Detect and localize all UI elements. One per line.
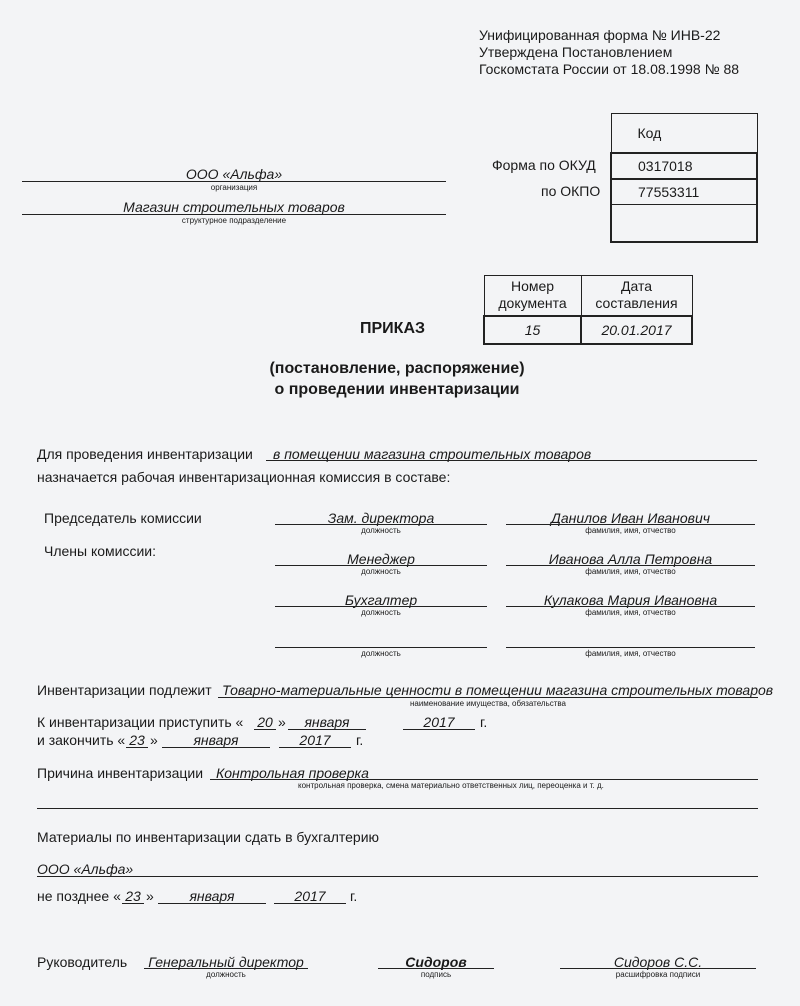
member1-position-caption: должность [361,567,401,576]
commission-line: назначается рабочая инвентаризационная комиссия в составе: [37,469,451,485]
subject-value: Товарно-материальные ценности в помещении магазина строительных товаров [222,682,774,698]
reason-caption: контрольная проверка, смена материально ответственных лиц, переоценка и т. д. [298,781,604,790]
okud-value: 0317018 [611,153,757,179]
okpo-label: по ОКПО [541,183,601,199]
okud-label: Форма по ОКУД [492,157,596,173]
start-label: К инвентаризации приступить « [37,714,244,730]
form-header-line3: Госкомстата России от 18.08.1998 № 88 [479,61,740,77]
end-quote-close: » [150,732,158,748]
code-table [610,113,758,243]
member2-name-caption: фамилия, имя, отчество [585,608,676,617]
end-month: января [193,732,239,748]
chairman-name: Данилов Иван Иванович [550,510,711,526]
chairman-position-line [275,524,487,525]
dept-caption: структурное подразделение [181,216,287,225]
start-quote-close: » [278,714,286,730]
form-header [479,27,739,78]
reason-line2 [37,808,758,809]
doc-subtitle1: (постановление, распоряжение) [269,360,525,377]
chairman-name-line [506,524,755,525]
materials-line: Материалы по инвентаризации сдать в бухгалтерию [37,829,380,845]
start-year-line [403,729,475,730]
end-day-line [126,747,148,748]
dept-line [22,214,446,215]
chairman-position-caption: должность [361,526,401,535]
materials-org-line [37,876,758,877]
purpose-value: в помещении магазина строительных товаров [273,446,592,462]
doc-subtitle2: о проведении инвентаризации [274,381,520,398]
doc-subtitle [0,358,800,400]
head-position-caption: должность [206,970,246,979]
deadline-year-line [274,903,346,904]
deadline-month: января [189,888,235,904]
chairman-name-caption: фамилия, имя, отчество [585,526,676,535]
dept-name: Магазин строительных товаров [123,199,345,215]
reason-value: Контрольная проверка [216,765,369,781]
member3-position-caption: должность [361,649,401,658]
org-name: ООО «Альфа» [185,166,283,182]
materials-org: ООО «Альфа» [37,861,134,877]
empty-code [611,205,757,243]
end-year-line [279,747,351,748]
member1-position: Менеджер [347,551,415,567]
doc-date-header: Дата составления [581,276,692,316]
members-label: Члены комиссии: [44,543,157,559]
head-decoded-line [560,968,756,969]
head-signature-line [378,968,494,969]
member1-name-line [506,565,755,566]
deadline-day: 23 [125,888,141,904]
subject-caption: наименование имущества, обязательства [409,699,567,708]
head-position-line [144,968,308,969]
doc-number: 15 [484,316,581,344]
subject-line [218,697,758,698]
deadline-day-line [122,903,144,904]
start-month: января [304,714,350,730]
chairman-position: Зам. директора [327,510,435,526]
org-line [22,181,446,182]
end-year-suffix: г. [356,732,364,748]
member2-position-caption: должность [361,608,401,617]
head-label: Руководитель [37,954,128,970]
start-year: 2017 [423,714,455,730]
start-year-suffix: г. [480,714,488,730]
code-header: Код [611,114,757,154]
org-caption: организация [210,183,258,192]
reason-line [210,779,758,780]
member2-name-line [506,606,755,607]
form-header-line2: Утверждена Постановлением [479,44,673,60]
doc-date: 20.01.2017 [581,316,692,344]
deadline-year: 2017 [294,888,326,904]
form-header-line1: Унифицированная форма № ИНВ-22 [479,27,721,43]
end-month-line [162,747,270,748]
end-label: и закончить « [37,732,126,748]
deadline-year-suffix: г. [350,888,358,904]
start-day: 20 [257,714,273,730]
member2-position-line [275,606,487,607]
subject-label: Инвентаризации подлежит [37,682,212,698]
head-decoded: Сидоров С.С. [613,954,703,970]
end-year: 2017 [299,732,331,748]
head-decoded-caption: расшифровка подписи [615,970,701,979]
chairman-label: Председатель комиссии [44,510,202,526]
start-month-line [288,729,366,730]
doc-number-header: Номер документа [484,276,581,316]
doc-table [483,275,693,345]
member1-name: Иванова Алла Петровна [548,551,713,567]
okpo-value: 77553311 [611,179,757,205]
member1-position-line [275,565,487,566]
head-position: Генеральный директор [148,954,304,970]
member2-name: Кулакова Мария Ивановна [543,592,718,608]
head-signature-caption: подпись [420,970,452,979]
deadline-label: не позднее « [37,888,121,904]
head-signature: Сидоров [405,954,467,970]
start-day-line [254,729,276,730]
end-day: 23 [129,732,145,748]
member3-position-line [275,647,487,648]
deadline-quote-close: » [146,888,154,904]
member1-name-caption: фамилия, имя, отчество [585,567,676,576]
deadline-month-line [158,903,266,904]
member3-name-line [506,647,755,648]
purpose-label: Для проведения инвентаризации [37,446,253,462]
purpose-line [266,460,757,461]
member2-position: Бухгалтер [344,592,418,608]
member3-name-caption: фамилия, имя, отчество [585,649,676,658]
doc-title: ПРИКАЗ [360,320,426,337]
reason-label: Причина инвентаризации [37,765,204,781]
